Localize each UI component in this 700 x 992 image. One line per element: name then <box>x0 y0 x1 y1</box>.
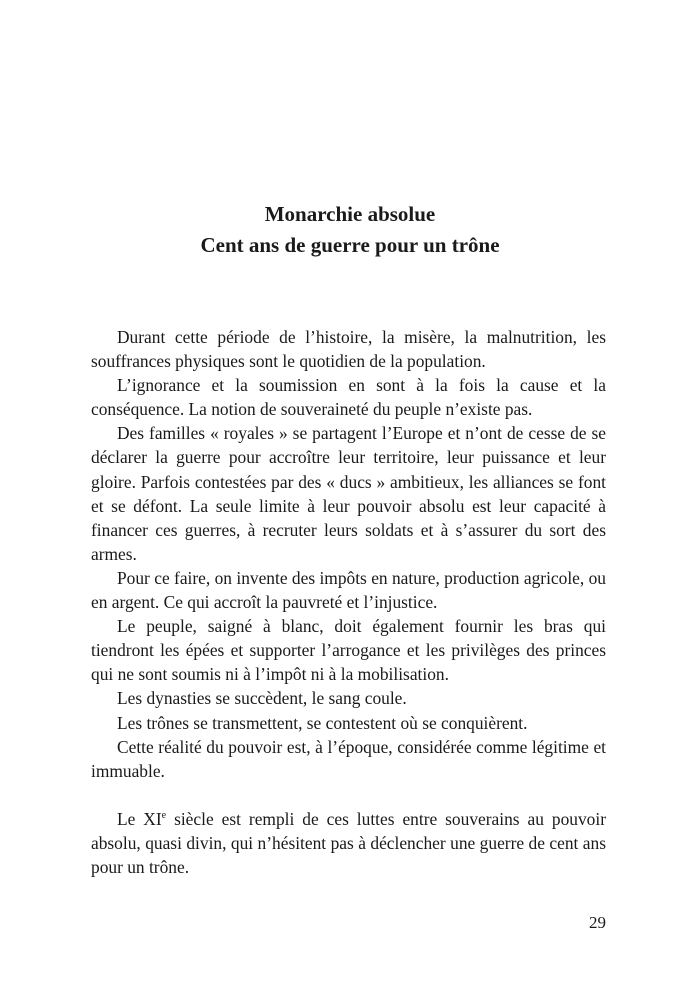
paragraph: Cette réalité du pouvoir est, à l’époque, considérée comme légitime et immuable. <box>91 736 606 781</box>
paragraph: L’ignorance et la soumission en sont à la fois la cause et la conséquence. La notion de souveraineté du peuple n’existe pas. <box>91 375 606 420</box>
paragraph: Les dynasties se succèdent, le sang coule. <box>117 688 407 709</box>
chapter-title-line-2: Cent ans de guerre pour un trône <box>200 233 500 257</box>
paragraph: Le peuple, saigné à blanc, doit également fournir les bras qui tiendront les épées et supporter l’arrogance et les privilèges des princes qui ne sont soumis ni à l’impôt ni à la mobilisation. <box>91 616 606 685</box>
closing-paragraph-rest: siècle est rempli de ces luttes entre souverains au pouvoir absolu, quasi divin, qui n’hésitent pas à déclencher une guerre de cent ans pour un trône. <box>91 808 606 878</box>
paragraph: Des familles « royales » se partagent l’Europe et n’ont de cesse de se déclarer la guerre pour accroître leur territoire, leur puissance et leur gloire. Parfois contestées par des « ducs » ambitieux, les alliances se font et se défont. La seule limite à leur pouvoir absolu est leur capacité à financer ces guerres, à recruter leurs soldats et à s’assurer du sort des armes. <box>91 423 606 564</box>
century-superscript: e <box>161 810 167 822</box>
paragraph: Pour ce faire, on invente des impôts en nature, production agricole, ou en argent. Ce qui accroît la pauvreté et l’injustice. <box>91 567 606 613</box>
paragraph: Durant cette période de l’histoire, la misère, la malnutrition, les souffrances physiques sont le quotidien de la population. <box>91 327 606 372</box>
chapter-title-line-1: Monarchie absolue <box>264 202 436 226</box>
closing-paragraph-start: Le XI <box>117 808 162 829</box>
page-number: 29 <box>589 913 606 932</box>
body-text <box>91 325 606 879</box>
closing-paragraph <box>91 807 606 879</box>
paragraph: Les trônes se transmettent, se contestent où se conquièrent. <box>117 712 528 733</box>
chapter-title <box>0 199 700 261</box>
